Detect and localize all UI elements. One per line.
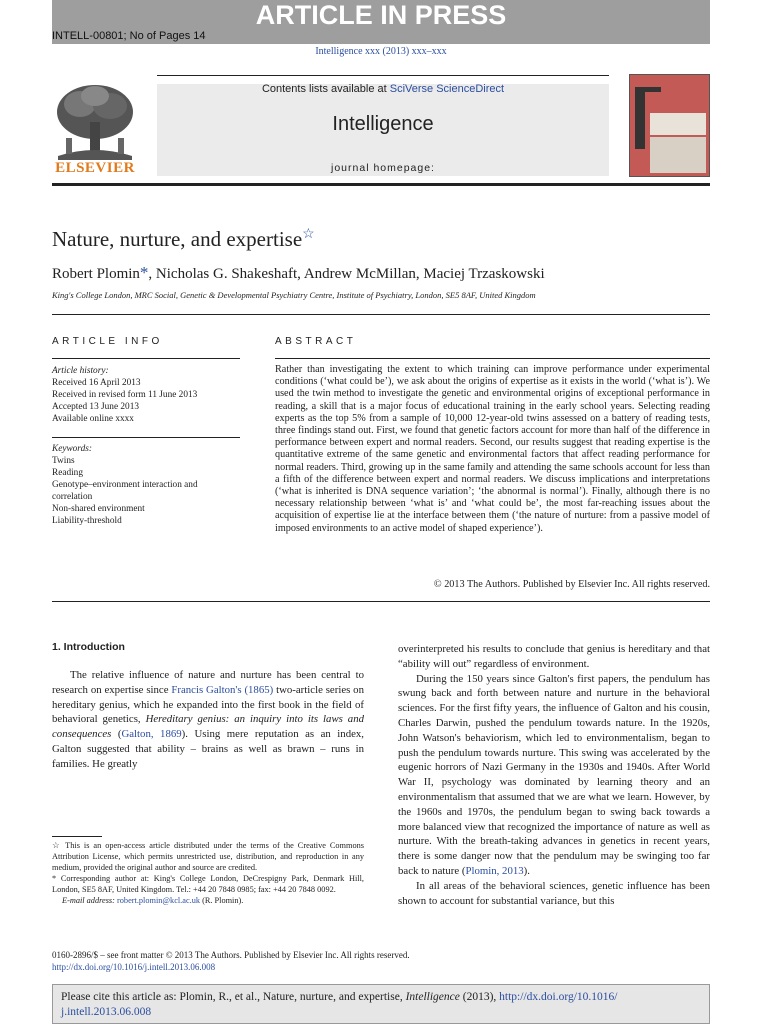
citation-doi-link-cont[interactable]: j.intell.2013.06.008 bbox=[61, 1005, 152, 1018]
elsevier-wordmark: ELSEVIER bbox=[55, 160, 135, 176]
left-column bbox=[52, 668, 364, 772]
masthead-top-rule bbox=[157, 75, 609, 76]
text-run: This is an open-access article distributed under the terms of the Creative Commons Attribution License, which permits unrestricted use, distribution, and reproduction in any medium, provided the original author and source are credited. bbox=[52, 841, 364, 872]
history-label: Article history: bbox=[52, 366, 109, 376]
abstract-text: Rather than investigating the extent to which training can improve performance under experimental conditions (‘what could be’), we ask about the origins of expertise as it exists in the world (‘what is’). We used the twin method to investigate the genetic and environmental origins of exceptional performance in reading, a skill that is a major focus of educational training in the early school years. Selecting reading experts as the top 5% from a sample of 10,000 12-year-old twins assessed on a battery of reading tests, three findings stand out. First, we found that genetic factors account for more than half of the difference in performance between expert and normal readers. Second, our results suggest that reading expertise is the quantitative extreme of the same genetic and environmental factors that affect reading performance for normal readers. Third, growing up in the same family and attending the same schools account for less than a fifth of the difference between expert and normal readers. We discuss implications and interpretations (‘what is inherited is DNA sequence variation’; ‘the abnormal is normal’). Finally, although there is no necessary relationship between ‘what is’ and ‘what could be’, the most far-reaching issues about the acquisition of expertise lie at the interface between them (‘the nature of nurture: from a passive model of imposed environments to an active model of shaped experience’). bbox=[275, 364, 710, 534]
masthead-bottom-rule bbox=[52, 183, 710, 186]
text-run: ( bbox=[111, 728, 122, 741]
intro-paragraph: In all areas of the behavioral sciences, genetic influence has been shown to account for substantial variance, but this bbox=[398, 879, 710, 907]
footnote-asterisk: * bbox=[52, 874, 57, 883]
authors-rest: , Nicholas G. Shakeshaft, Andrew McMillan, Maciej Trzaskowski bbox=[148, 266, 545, 282]
history-item: Accepted 13 June 2013 bbox=[52, 402, 140, 412]
intro-paragraph bbox=[52, 668, 364, 772]
text-run: During the 150 years since Galton's first papers, the pendulum has swung back and forth between nature and nurture in the behavioral sciences. For the first fifty years, the influence of Galton and his cousin, Charles Darwin, pushed the pendulum towards nature. In the 1920s, John Watson's behaviorism, which led to environmentalism, began to push the pendulum towards nurture. This swing was accelerated by the eugenic horrors of Nazi Germany in the 1930s and 1940s. After World War II, psychology was dominated by learning theory and an environmentalism that assumed that we are what we learn. However, by the 1960s and 1970s, the pendulum began to swing back towards a more balanced view that recognized the importance of nature as well as nurture. With the breath-taking advances in genetics in recent years, there is some danger now that the pendulum may be swinging too far back to nature ( bbox=[398, 672, 710, 877]
citation-doi-link[interactable]: http://dx.doi.org/10.1016/ bbox=[499, 991, 618, 1003]
email-link[interactable]: robert.plomin@kcl.ac.uk bbox=[117, 896, 200, 905]
journal-homepage-label: journal homepage: bbox=[331, 162, 435, 174]
affiliation: King's College London, MRC Social, Genetic & Developmental Psychiatry Centre, Institute of Psychiatry, London, SE5 8AF, United Kingdom bbox=[52, 290, 536, 300]
keyword-item: Liability-threshold bbox=[52, 516, 122, 526]
journal-cover-image bbox=[629, 74, 710, 177]
front-matter bbox=[52, 949, 410, 973]
citation-box bbox=[52, 984, 710, 1024]
footnote-email bbox=[52, 895, 364, 906]
history-item: Received 16 April 2013 bbox=[52, 378, 141, 388]
journal-title: Intelligence bbox=[332, 113, 434, 135]
citation-prefix: Please cite this article as: Plomin, R., et al., Nature, nurture, and expertise, bbox=[61, 991, 406, 1003]
elsevier-tree-logo bbox=[52, 82, 138, 160]
text-run: ). bbox=[523, 864, 530, 877]
article-ref: INTELL-00801; No of Pages 14 bbox=[52, 30, 206, 42]
article-title-text: Nature, nurture, and expertise bbox=[52, 227, 303, 251]
author-list bbox=[52, 263, 545, 283]
keyword-item: Non-shared environment bbox=[52, 504, 145, 514]
keyword-item: Reading bbox=[52, 468, 83, 478]
contents-prefix: Contents lists available at bbox=[261, 83, 390, 95]
text-run: (R. Plomin). bbox=[200, 896, 244, 905]
history-item: Received in revised form 11 June 2013 bbox=[52, 390, 198, 400]
keyword-item: Twins bbox=[52, 456, 75, 466]
footnote-open-access bbox=[52, 840, 364, 873]
footnote-corresponding bbox=[52, 873, 364, 895]
keywords-rule bbox=[52, 437, 240, 438]
history-item: Available online xxxx bbox=[52, 414, 134, 424]
text-run: two-article series on hereditary genius, which he expanded into the first book in the field of behavioral genetics, bbox=[52, 683, 364, 726]
text-run: The relative influence of nature and nurture has been central to research on expertise since bbox=[52, 669, 364, 696]
keyword-item: Genotype–environment interaction and bbox=[52, 480, 198, 490]
galton-1865-link[interactable]: Francis Galton's (1865) bbox=[171, 683, 274, 696]
text-run: ). Using mere reputation as an index, Galton suggested that ability – brains as well as brawn – runs in families. He greatly bbox=[52, 728, 364, 770]
footnote-rule bbox=[52, 836, 102, 837]
contents-line bbox=[157, 83, 609, 95]
email-label: E-mail address: bbox=[62, 896, 115, 905]
author-first: Robert Plomin bbox=[52, 266, 140, 282]
keyword-item: correlation bbox=[52, 492, 93, 502]
galton-1869-link[interactable]: Galton, 1869 bbox=[121, 728, 182, 741]
keywords-label: Keywords: bbox=[52, 444, 92, 454]
article-title bbox=[52, 226, 315, 252]
article-info-rule bbox=[52, 358, 240, 359]
journal-ref-link[interactable]: Intelligence xxx (2013) xxx–xxx bbox=[315, 46, 447, 57]
citation-year: (2013), bbox=[459, 991, 500, 1003]
abstract-divider bbox=[52, 601, 710, 602]
abstract-rule bbox=[275, 358, 710, 359]
plomin-2013-link[interactable]: Plomin, 2013 bbox=[465, 864, 524, 877]
citation-journal: Intelligence bbox=[405, 991, 460, 1003]
footnote-star: ☆ bbox=[52, 841, 62, 850]
intro-paragraph: overinterpreted his results to conclude that genius is hereditary and that “ability will out” regardless of environment. bbox=[398, 643, 710, 670]
intro-heading: 1. Introduction bbox=[52, 641, 125, 653]
doi-link[interactable]: http://dx.doi.org/10.1016/j.intell.2013.06.008 bbox=[52, 962, 216, 972]
abstract-copyright: © 2013 The Authors. Published by Elsevier Inc. All rights reserved. bbox=[433, 579, 710, 590]
corresponding-author-mark[interactable]: * bbox=[139, 263, 149, 282]
front-matter-line: 0160-2896/$ – see front matter © 2013 The Authors. Published by Elsevier Inc. All rights reserved. bbox=[52, 950, 410, 960]
article-info-label: ARTICLE INFO bbox=[52, 336, 163, 347]
title-footnote-star[interactable]: ☆ bbox=[302, 227, 315, 242]
book-title: Hereditary genius: an inquiry into its laws and consequences bbox=[52, 713, 364, 741]
sciencedirect-link[interactable]: SciVerse ScienceDirect bbox=[389, 83, 505, 95]
footnotes bbox=[52, 840, 364, 906]
header-divider bbox=[52, 314, 710, 315]
right-column bbox=[398, 642, 710, 908]
banner-title: ARTICLE IN PRESS bbox=[255, 0, 507, 30]
text-run: Corresponding author at: King's College London, DeCrespigny Park, Denmark Hill, London, SE5 8AF, United Kingdom. Tel.: +44 20 7848 0985; fax: +44 20 7848 0092. bbox=[52, 874, 364, 894]
abstract-label: ABSTRACT bbox=[275, 336, 357, 347]
intro-paragraph bbox=[398, 672, 710, 879]
